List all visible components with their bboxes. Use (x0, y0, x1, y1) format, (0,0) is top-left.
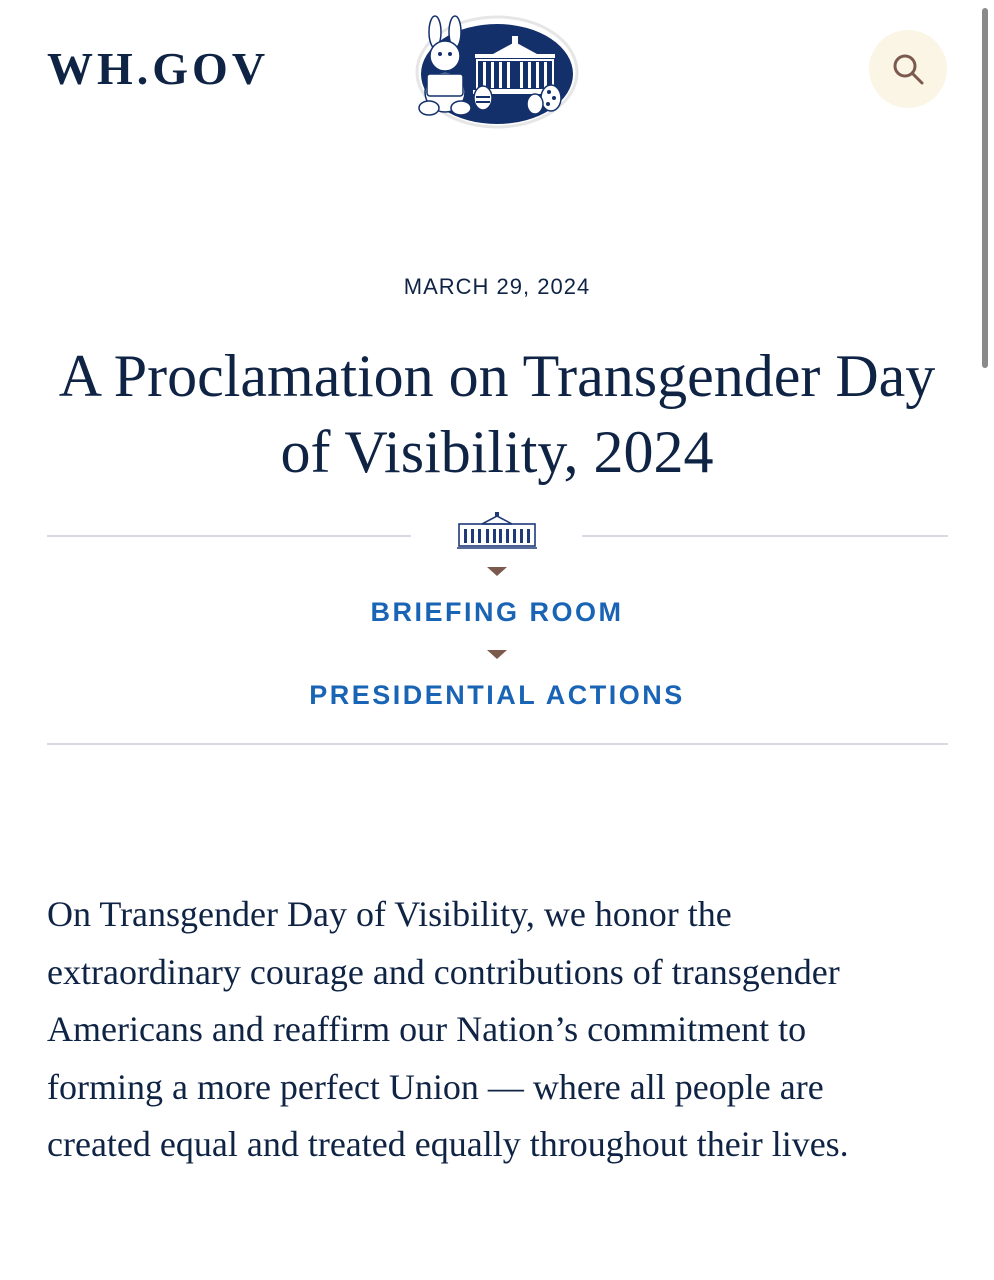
white-house-icon (456, 512, 538, 550)
page-scrollbar[interactable] (982, 8, 988, 368)
search-icon (891, 52, 925, 86)
caret-down-icon (487, 650, 507, 659)
divider-right (582, 535, 948, 537)
divider-left (47, 535, 411, 537)
page-title: A Proclamation on Transgender Day of Visibility, 2024 (58, 343, 936, 485)
site-logo[interactable]: WH.GOV (47, 43, 270, 94)
caret-down-icon (487, 567, 507, 576)
article-body-paragraph: On Transgender Day of Visibility, we honor the extraordinary courage and contributions of transgender Americans and reaffirm our Nation’s commitment to forming a more perfect Union — where all people are created equal and treated equally throughout their lives. (47, 894, 849, 1165)
seal-graphic (413, 12, 581, 130)
easter-seal-logo[interactable] (413, 12, 581, 130)
search-button[interactable] (869, 30, 947, 108)
breadcrumb-briefing-room[interactable]: BRIEFING ROOM (370, 597, 624, 627)
breadcrumb-presidential-actions[interactable]: PRESIDENTIAL ACTIONS (309, 680, 685, 710)
publish-date: MARCH 29, 2024 (403, 274, 591, 299)
divider-bottom (47, 743, 948, 745)
